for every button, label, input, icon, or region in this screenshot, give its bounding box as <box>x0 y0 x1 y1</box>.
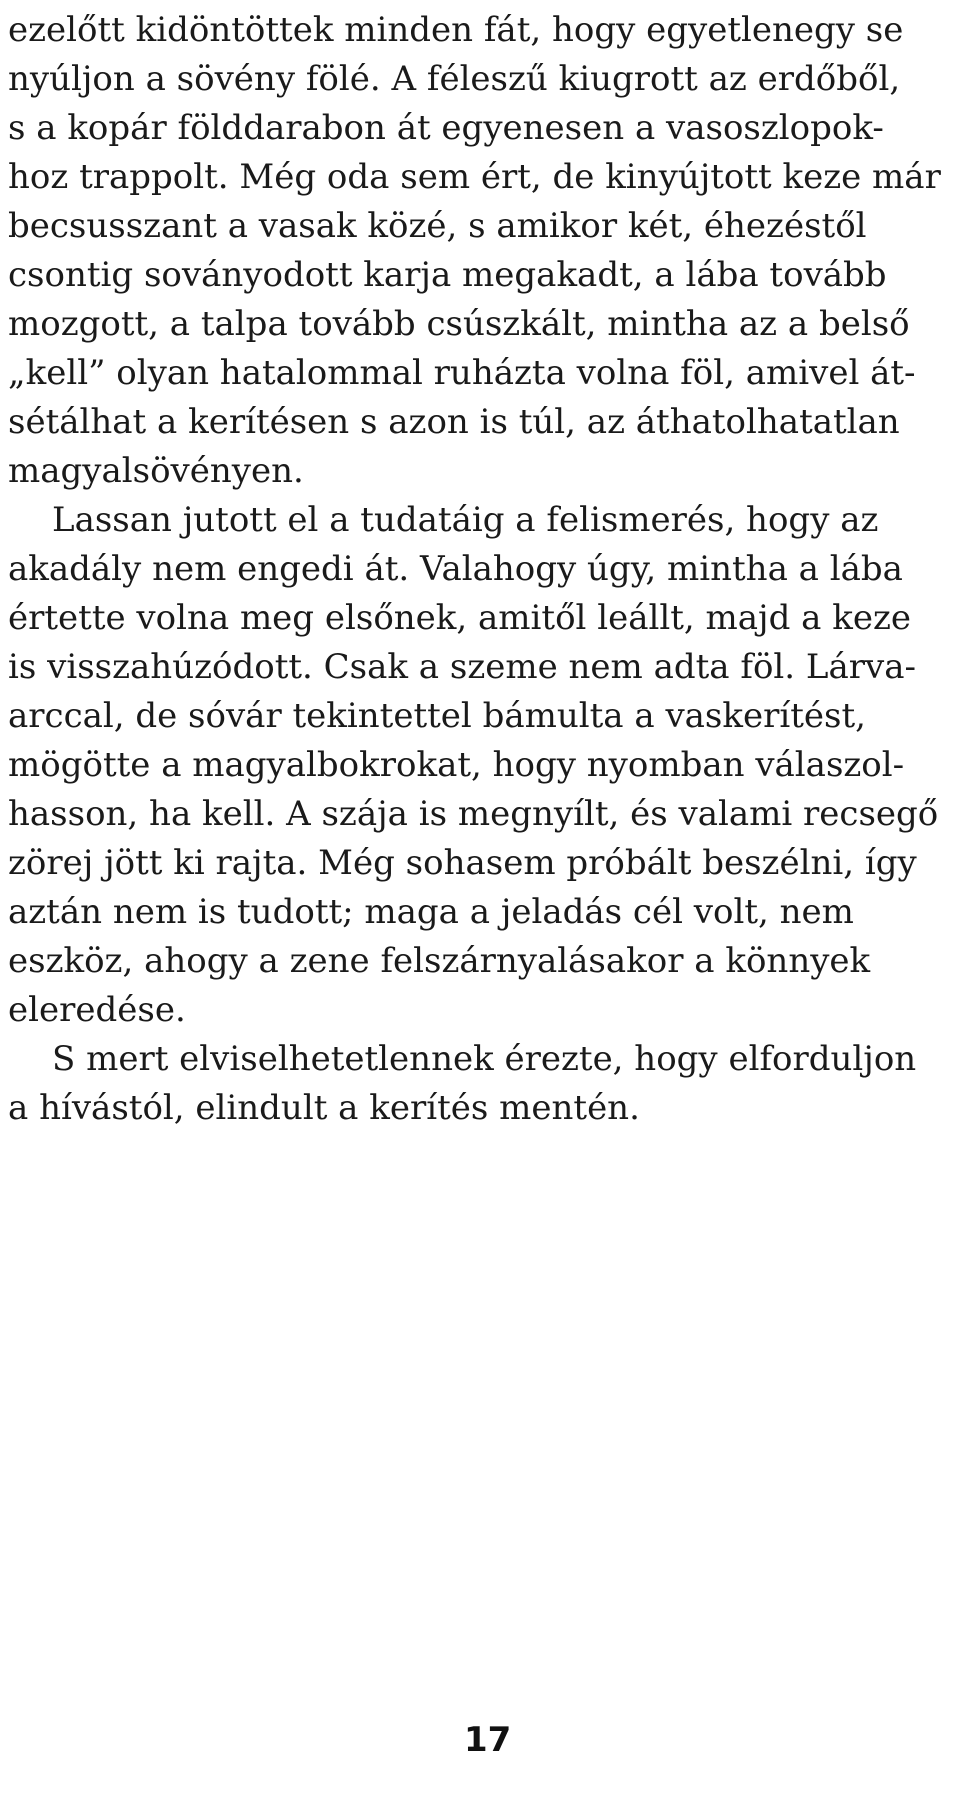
text-line: a hívástól, elindult a kerítés mentén. <box>8 1088 640 1128</box>
text-line: értette volna meg elsőnek, amitől leállt, majd a keze <box>8 598 911 638</box>
text-line: aztán nem is tudott; maga a jeladás cél volt, nem <box>8 892 854 932</box>
text-line: csontig soványodott karja megakadt, a lába tovább <box>8 255 887 295</box>
text-line: s a kopár földdarabon át egyenesen a vasoszlopok- <box>8 108 884 148</box>
paragraph-start-line: Lassan jutott el a tudatáig a felismerés, hogy az <box>52 500 879 540</box>
text-line: hoz trappolt. Még oda sem ért, de kinyújtott keze már <box>8 157 941 197</box>
text-line: nyúljon a sövény fölé. A féleszű kiugrott az erdőből, <box>8 59 901 99</box>
text-line: ezelőtt kidöntöttek minden fát, hogy egyetlenegy se <box>8 10 904 50</box>
text-line: is visszahúzódott. Csak a szeme nem adta föl. Lárva- <box>8 647 916 687</box>
text-line: becsusszant a vasak közé, s amikor két, éhezéstől <box>8 206 867 246</box>
book-page <box>8 0 956 1796</box>
text-line: akadály nem engedi át. Valahogy úgy, mintha a lába <box>8 549 903 589</box>
text-line: eleredése. <box>8 990 186 1030</box>
text-line: zörej jött ki rajta. Még sohasem próbált beszélni, így <box>8 843 917 883</box>
text-line: „kell” olyan hatalommal ruházta volna föl, amivel át- <box>8 353 916 393</box>
text-line: mozgott, a talpa tovább csúszkált, mintha az a belső <box>8 304 910 344</box>
text-line: hasson, ha kell. A szája is megnyílt, és valami recsegő <box>8 794 939 834</box>
text-line: mögötte a magyalbokrokat, hogy nyomban válaszol- <box>8 745 905 785</box>
text-line: sétálhat a kerítésen s azon is túl, az áthatolhatatlan <box>8 402 900 442</box>
text-line: eszköz, ahogy a zene felszárnyalásakor a könnyek <box>8 941 871 981</box>
text-line: magyalsövényen. <box>8 451 304 491</box>
text-line: arccal, de sóvár tekintettel bámulta a vaskerítést, <box>8 696 866 736</box>
paragraph-start-line: S mert elviselhetetlennek érezte, hogy elforduljon <box>52 1039 917 1079</box>
page-number: 17 <box>464 1720 512 1760</box>
